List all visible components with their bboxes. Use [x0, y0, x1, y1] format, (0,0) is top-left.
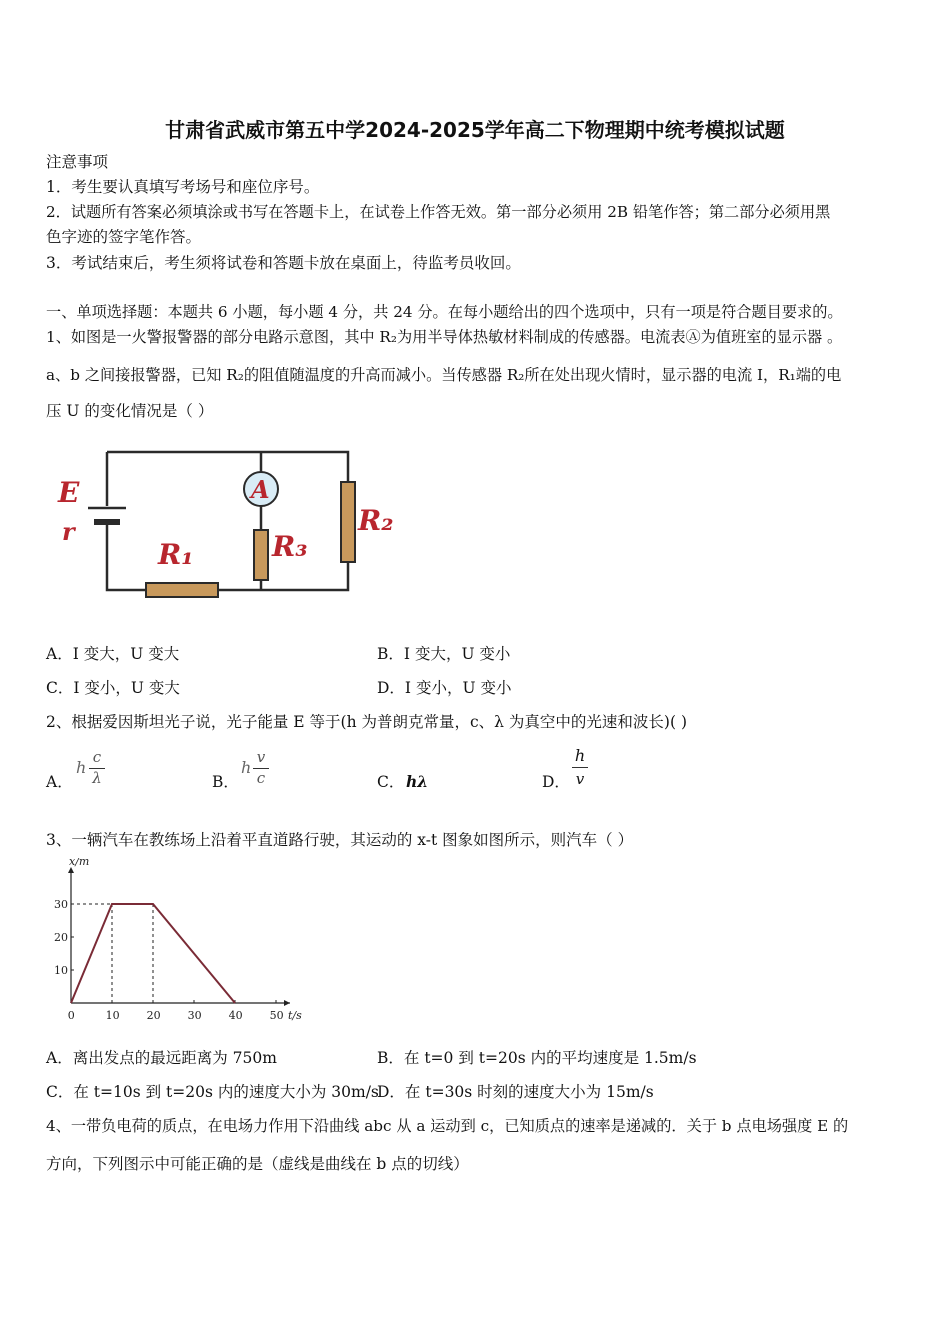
q2-option-b-label[interactable]: B．	[212, 773, 239, 791]
q3-option-b[interactable]: B．在 t=0 到 t=20s 内的平均速度是 1.5m/s	[377, 1049, 697, 1067]
q1-option-a[interactable]: A．I 变大，U 变大	[46, 645, 180, 663]
q2-option-d-expr: h v	[572, 746, 590, 792]
label-r: r	[62, 517, 75, 546]
notice-item-3: 3．考试结束后，考生须将试卷和答题卡放在桌面上，待监考员收回。	[46, 254, 521, 272]
x-axis-arrow	[284, 1000, 290, 1006]
q2-option-c-expr: hλ	[406, 772, 429, 791]
x-tick-label: 0	[67, 1009, 75, 1022]
q2-option-c-label[interactable]: C．	[377, 773, 405, 791]
q4-stem-line1: 4、一带负电荷的质点，在电场力作用下沿曲线 abc 从 a 运动到 c，已知质点的速率是递减的．关于 b 点电场强度 E 的	[46, 1117, 849, 1135]
y-axis-label: x/m	[69, 858, 90, 868]
resistor-r1	[146, 583, 218, 597]
section-heading: 一、单项选择题：本题共 6 小题，每小题 4 分，共 24 分。在每小题给出的四个选项中，只有一项是符合题目要求的。	[46, 303, 843, 321]
notice-item-1: 1．考生要认真填写考场号和座位序号。	[46, 178, 320, 196]
q1-option-c[interactable]: C．I 变小，U 变大	[46, 679, 180, 697]
xt-chart	[46, 858, 326, 1028]
page-title: 甘肃省武威市第五中学2024-2025学年高二下物理期中统考模拟试题	[165, 118, 785, 142]
q1-stem-line3: 压 U 的变化情况是（ ）	[46, 402, 214, 420]
q2-option-a-expr: h c λ	[76, 748, 106, 792]
label-r2: R₂	[358, 504, 394, 537]
x-tick-label: 50	[269, 1009, 284, 1022]
q3-stem: 3、一辆汽车在教练场上沿着平直道路行驶，其运动的 x-t 图象如图所示，则汽车（ ）	[46, 831, 634, 849]
q1-option-d[interactable]: D．I 变小，U 变小	[377, 679, 512, 697]
q3-option-d[interactable]: D．在 t=30s 时刻的速度大小为 15m/s	[377, 1083, 654, 1101]
x-tick-label: 40	[228, 1009, 243, 1022]
notice-item-2: 2．试题所有答案必须填涂或书写在答题卡上，在试卷上作答无效。第一部分必须用 2B 铅笔作答；第二部分必须用黑	[46, 203, 831, 221]
y-tick-label: 20	[54, 931, 68, 944]
resistor-r3	[254, 530, 268, 580]
q3-option-a[interactable]: A．离出发点的最远距离为 750m	[46, 1049, 277, 1067]
x-tick-label: 30	[187, 1009, 202, 1022]
x-tick-label: 20	[146, 1009, 161, 1022]
label-r1: R₁	[158, 538, 194, 571]
x-axis-label: t/s	[288, 1009, 302, 1022]
y-tick-label: 30	[54, 898, 68, 911]
circuit-diagram	[50, 440, 410, 610]
x-tick-label: 10	[105, 1009, 120, 1022]
q2-option-b-expr: h v c	[241, 748, 271, 792]
y-tick-label: 10	[54, 964, 68, 977]
q1-stem-line1: 1、如图是一火警报警器的部分电路示意图，其中 R₂为用半导体热敏材料制成的传感器。电流表Ⓐ为值班室的显示器 。	[46, 328, 843, 346]
q2-option-a-label[interactable]: A．	[46, 773, 73, 791]
q1-option-b[interactable]: B．I 变大，U 变小	[377, 645, 511, 663]
q1-stem-line2: a、b 之间接报警器，已知 R₂的阻值随温度的升高而减小。当传感器 R₂所在处出现火情时，显示器的电流 I，R₁端的电	[46, 366, 842, 384]
label-e: E	[58, 476, 80, 509]
resistor-r2	[341, 482, 355, 562]
label-r3: R₃	[272, 530, 308, 563]
q2-option-d-label[interactable]: D．	[542, 773, 570, 791]
q3-option-c[interactable]: C．在 t=10s 到 t=20s 内的速度大小为 30m/s	[46, 1083, 379, 1101]
q4-stem-line2: 方向，下列图示中可能正确的是（虚线是曲线在 b 点的切线）	[46, 1155, 469, 1173]
notice-item-2-cont: 色字迹的签字笔作答。	[46, 228, 202, 246]
notice-heading: 注意事项	[46, 153, 109, 171]
label-a: A	[251, 475, 270, 504]
q2-stem: 2、根据爱因斯坦光子说，光子能量 E 等于(h 为普朗克常量，c、λ 为真空中的光速和波长)( )	[46, 713, 687, 731]
